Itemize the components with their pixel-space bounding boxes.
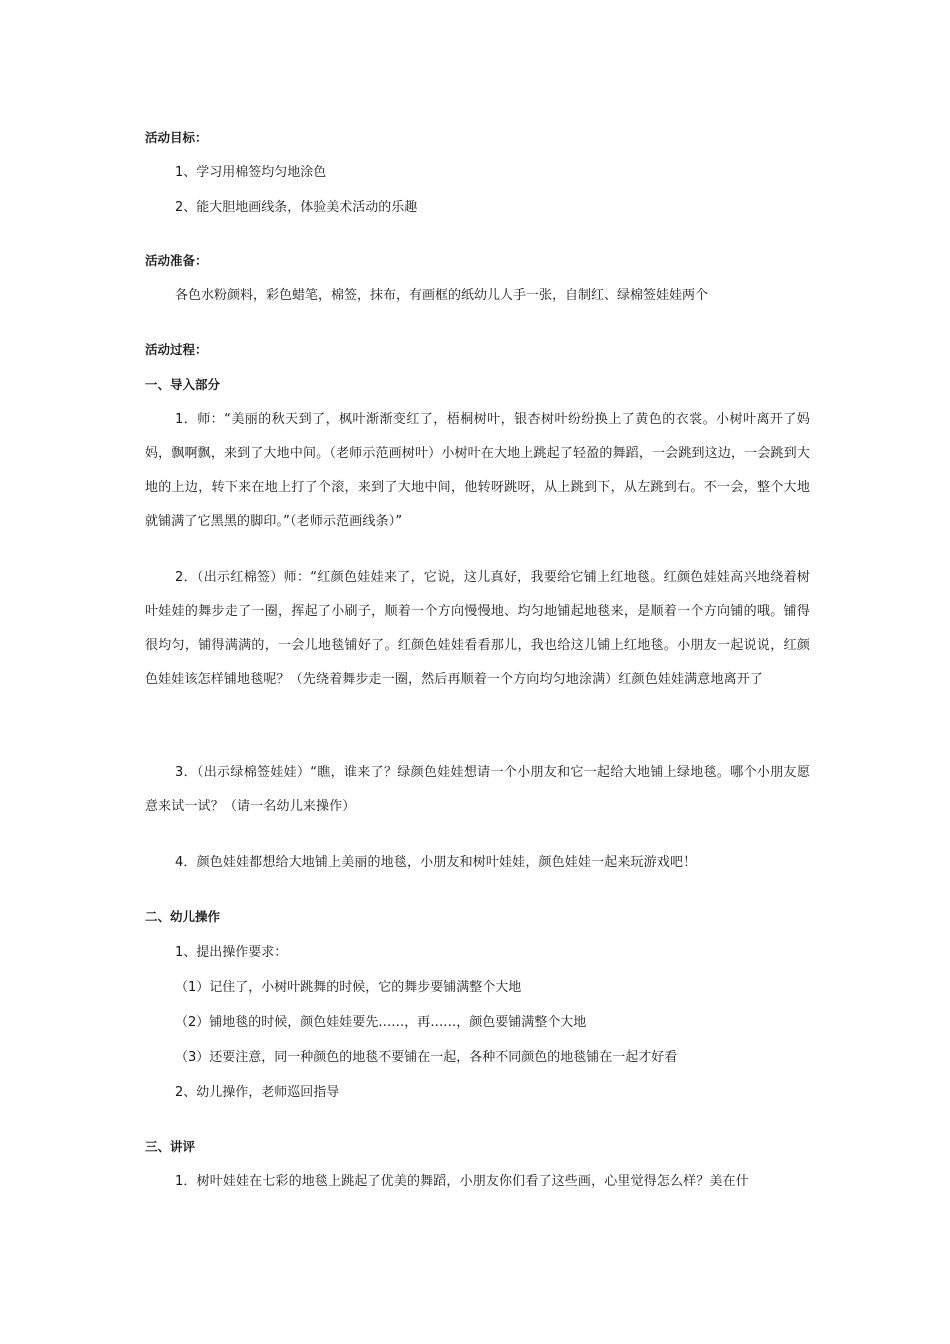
section1-paragraph-2: 2．（出示红棉签）师：“红颜色娃娃来了，它说，这儿真好，我要给它铺上红地毯。红颜色娃娃高兴地绕着树叶娃娃的舞步走了一圈，挥起了小刷子，顺着一个方向慢慢地、均匀地铺起地毯来，是顺着一个方向铺的哦。铺得很均匀，铺得满满的，一会儿地毯铺好了。红颜色娃娃看看那儿，我也给这儿铺上红地毯。小朋友一起说说，红颜色娃娃该怎样铺地毯呢？（先绕着舞步走一圈，然后再顺着一个方向均匀地涂满）红颜色娃娃满意地离开了 <box>145 570 810 687</box>
section1-paragraph-1: 1．师：“美丽的秋天到了，枫叶渐渐变红了，梧桐树叶，银杏树叶纷纷换上了黄色的衣裳。小树叶离开了妈妈，飘啊飘，来到了大地中间。（老师示范画树叶）小树叶在大地上跳起了轻盈的舞蹈，一会跳到这边，一会跳到大地的上边，转下来在地上打了个滚，来到了大地中间，他转呀跳呀，从上跳到下，从左跳到右。不一会，整个大地就铺满了它黑黑的脚印。”（老师示范画线条）” <box>145 412 810 529</box>
section3-paragraph-1: 1．树叶娃娃在七彩的地毯上跳起了优美的舞蹈，小朋友你们看了这些画，心里觉得怎么样？美在什 <box>175 1174 749 1189</box>
section2-item-1-block <box>145 944 810 962</box>
prep-section <box>145 252 810 270</box>
section2-subitem-2: （2）铺地毯的时候，颜色娃娃要先……，再……，颜色要铺满整个大地 <box>175 1015 587 1030</box>
prep-text: 各色水粉颜料，彩色蜡笔，棉签，抹布，有画框的纸幼儿人手一张，自制红、绿棉签娃娃两个 <box>175 288 709 303</box>
section3-p1-block <box>145 1165 810 1199</box>
goals-item-2: 2、能大胆地画线条，体验美术活动的乐趣 <box>175 200 418 215</box>
section1-paragraph-3: 3．（出示绿棉签娃娃）“瞧，谁来了？绿颜色娃娃想请一个小朋友和它一起给大地铺上绿地毯。哪个小朋友愿意来试一试？（请一名幼儿来操作） <box>145 765 810 814</box>
section2-subitem-1-block <box>145 979 810 997</box>
prep-heading: 活动准备： <box>145 253 208 268</box>
section1-p1-block <box>145 403 810 539</box>
goals-item-2-block <box>145 199 810 217</box>
section2-item-1: 1、提出操作要求： <box>175 945 288 960</box>
section2-subitem-2-block <box>145 1014 810 1032</box>
section1-heading: 一、导入部分 <box>145 377 221 392</box>
section1-paragraph-4: 4．颜色娃娃都想给大地铺上美丽的地毯，小朋友和树叶娃娃，颜色娃娃一起来玩游戏吧！ <box>175 855 697 870</box>
goals-heading: 活动目标： <box>145 130 208 145</box>
section1-p2-block <box>145 561 810 697</box>
prep-text-block <box>145 287 810 305</box>
section3-heading-block <box>145 1138 810 1156</box>
section2-subitem-1: （1）记住了，小树叶跳舞的时候，它的舞步要铺满整个大地 <box>175 980 522 995</box>
section2-subitem-3-block <box>145 1049 810 1067</box>
section3-heading: 三、讲评 <box>145 1139 196 1154</box>
section1-heading-block <box>145 376 810 394</box>
section2-heading-block <box>145 908 810 926</box>
goals-item-1: 1、学习用棉签均匀地涂色 <box>175 165 327 180</box>
section2-item-2-block <box>145 1084 810 1102</box>
section2-item-2: 2、幼儿操作，老师巡回指导 <box>175 1085 340 1100</box>
process-section <box>145 341 810 359</box>
section1-p3-block <box>145 756 810 824</box>
section2-subitem-3: （3）还要注意，同一种颜色的地毯不要铺在一起，各种不同颜色的地毯铺在一起才好看 <box>175 1050 678 1065</box>
section2-heading: 二、幼儿操作 <box>145 909 221 924</box>
goals-section <box>145 129 810 147</box>
process-heading: 活动过程： <box>145 342 208 357</box>
section1-p4-block <box>145 846 810 880</box>
goals-item-1-block <box>145 164 810 182</box>
